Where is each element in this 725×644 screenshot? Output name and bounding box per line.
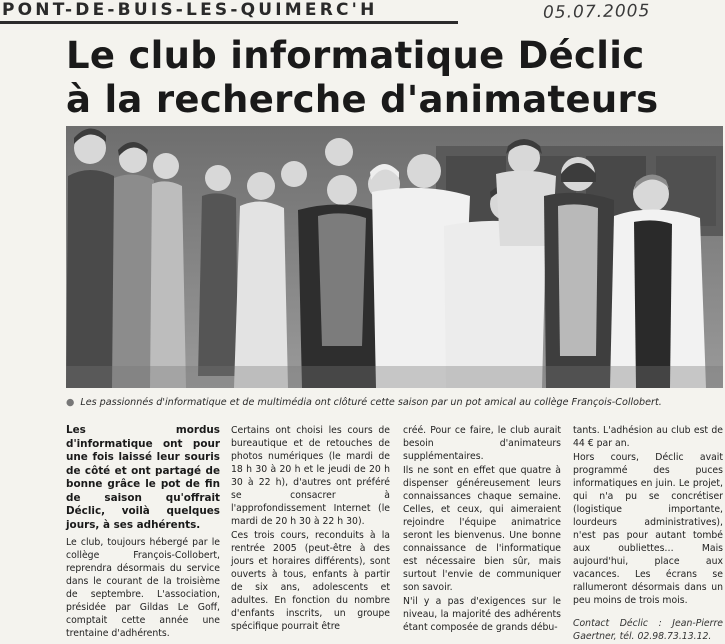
headline-line-1: Le club informatique Déclic	[66, 34, 645, 77]
paragraph: Certains ont choisi les cours de bureautique et de retouches de photos numériques (le mardi de 18 h 30 à 20 h et le jeudi de 20 h 30 à 22 h), d'autres ont préféré se consacrer à l'approfondissement Internet (le mardi de 20 h 30 à 22 h 30).	[231, 425, 390, 527]
paragraph: Ils ne sont en effet que quatre à dispenser généreusement leurs connaissances chaque semaine. Celles, et ceux, qui aimeraient rejoindre l'équipe animatrice seront les bienvenus. Une bonne connaissance de l'informatique est nécessaire bien sûr, mais surtout l'envie de communiquer son savoir.	[403, 465, 561, 593]
contact-info: Contact Déclic : Jean-Pierre Gaertner, tél. 02.98.73.13.12.	[573, 618, 723, 642]
group-photo-icon	[66, 126, 723, 388]
article-column-3	[403, 424, 561, 635]
headline-line-2: à la recherche d'animateurs	[66, 78, 659, 121]
newspaper-banner	[0, 0, 725, 24]
group-photo	[66, 126, 723, 388]
paragraph: Le club, toujours hébergé par le collège François-Collobert, reprendra désormais du service dans le courant de la troisième de septembre. L'association, présidée par Gildas Le Goff, comptait cette année une trentaine d'adhérents.	[66, 537, 220, 639]
handwritten-date: 05.07.2005	[542, 1, 651, 23]
paragraph: créé. Pour ce faire, le club aurait besoin d'animateurs supplémentaires.	[403, 425, 561, 462]
caption-text: Les passionnés d'informatique et de multimédia ont clôturé cette saison par un pot amical au collège François-Collobert.	[80, 397, 662, 408]
article-column-2	[231, 424, 390, 634]
article-column-1	[66, 424, 220, 641]
photo-caption	[66, 397, 723, 408]
article-lead: Les mordus d'informatique ont pour une fois laissé leur souris de côté et ont partagé de bonne grâce le pot de fin de saison qu'offrait Déclic, voilà quelques jours, à ses adhérents.	[66, 424, 220, 531]
town-rule	[0, 0, 458, 24]
paragraph: Ces trois cours, reconduits à la rentrée 2005 (peut-être à des jours et horaires différents), sont ouverts à tous, enfants à partir de six ans, adolescents et adultes. En fonction du nombre d'enfants inscrits, un groupe spécifique pourrait être	[231, 530, 390, 632]
paragraph: Hors cours, Déclic avait programmé des puces informatiques en juin. Le projet, qui n'a pu se concrétiser (logistique importante, lourdeurs administratives), n'est pas pour autant tombé aux oubliettes… Mais aujourd'hui, place aux vacances. Les écrans se rallumeront désormais dans un peu moins de trois mois.	[573, 452, 723, 606]
article-headline	[66, 34, 716, 122]
bullet-icon: ●	[66, 397, 75, 408]
paragraph: N'il y a pas d'exigences sur le niveau, la majorité des adhérents étant composée de grands débu-	[403, 596, 561, 633]
town-name: PONT-DE-BUIS-LES-QUIMERC'H	[2, 0, 378, 20]
paragraph: tants. L'adhésion au club est de 44 € par an.	[573, 425, 723, 449]
article-column-4	[573, 424, 723, 644]
